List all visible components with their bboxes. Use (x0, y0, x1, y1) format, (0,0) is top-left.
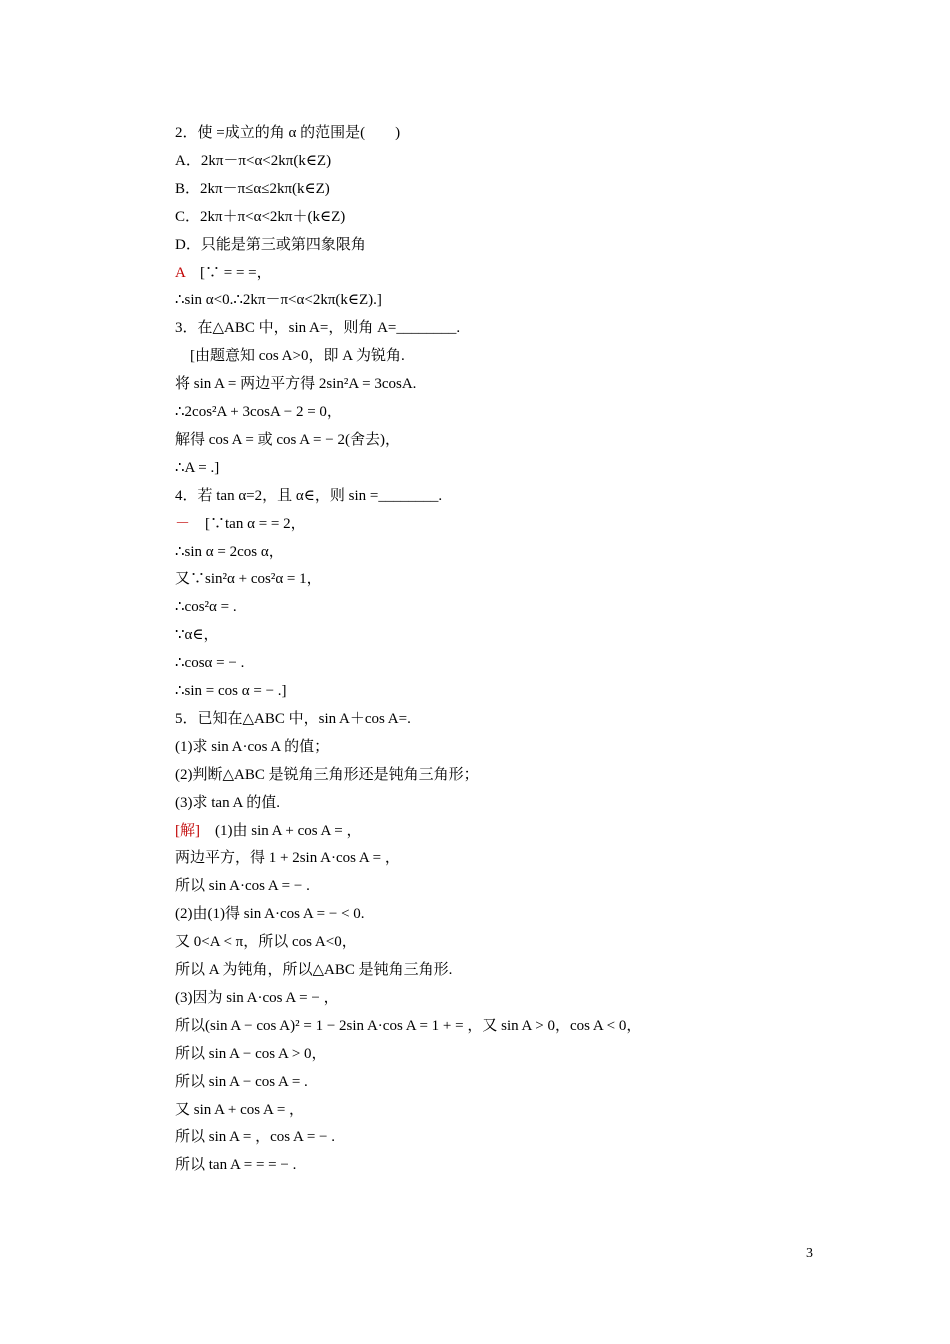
line-text: 两边平方，得 1 + 2sin A·cos A = ， (175, 850, 400, 867)
line-text: 5．已知在△ABC 中，sin A＋cos A=. (175, 710, 411, 727)
text-line (175, 959, 452, 981)
line-text: ∴sin = cos α = − .] (175, 683, 287, 699)
answer-marker: － (175, 515, 191, 532)
line-text: 解得 cos A = 或 cos A = − 2(舍去)， (175, 431, 400, 448)
text-line (175, 122, 400, 144)
line-text: 又∵sin²α + cos²α = 1， (175, 571, 322, 588)
text-line (175, 987, 339, 1009)
line-text: ∴cosα = − . (175, 655, 245, 672)
line-text: [∵ = = =， (185, 264, 272, 281)
line-text: (3)因为 sin A·cos A = − ， (175, 989, 339, 1006)
line-text: (2)判断△ABC 是锐角三角形还是钝角三角形； (175, 766, 479, 783)
text-line (175, 1043, 327, 1065)
text-line (175, 764, 479, 786)
text-line (175, 150, 331, 172)
line-text: 所以(sin A − cos A)² = 1 − 2sin A·cos A = 1 + = ，又 sin A > 0，cos A < 0， (175, 1017, 642, 1034)
text-line (175, 820, 362, 842)
text-line (175, 178, 330, 200)
line-text: A．2kπ－π<α<2kπ(k∈Z) (175, 152, 332, 169)
line-text: (1)求 sin A·cos A 的值； (175, 738, 330, 755)
line-text: C．2kπ＋π<α<2kπ＋(k∈Z) (175, 208, 346, 225)
text-line (175, 401, 342, 423)
text-line (175, 234, 366, 256)
text-line (175, 680, 287, 702)
text-line (175, 792, 280, 814)
line-text: ∴sin α<0.∴2kπ－π<α<2kπ(k∈Z).] (175, 292, 382, 309)
text-line (175, 317, 460, 339)
text-line (175, 1126, 335, 1148)
line-text: 所以 sin A·cos A = − . (175, 878, 310, 895)
line-text: 所以 sin A = ，cos A = − . (175, 1129, 335, 1146)
line-text: 所以 sin A − cos A = . (175, 1073, 308, 1090)
line-text: B．2kπ－π≤α≤2kπ(k∈Z) (175, 180, 330, 197)
line-text: 2．使 =成立的角 α 的范围是( ) (175, 125, 401, 141)
text-line (175, 847, 400, 869)
text-line (175, 624, 219, 646)
text-line (175, 1015, 641, 1037)
line-text: ∴cos²α = . (175, 599, 237, 616)
text-line (175, 429, 400, 451)
text-line (175, 541, 284, 563)
line-text: 所以 tan A = = = − . (175, 1157, 297, 1174)
text-line (175, 903, 365, 925)
text-line (175, 1071, 308, 1093)
text-line (175, 373, 416, 395)
text-line (175, 457, 219, 479)
line-text: 所以 A 为钝角，所以△ABC 是钝角三角形. (175, 962, 453, 978)
text-line (175, 736, 329, 758)
text-line (175, 485, 442, 507)
line-text: 3．在△ABC 中，sin A=，则角 A=________. (175, 320, 461, 337)
line-text: (2)由(1)得 sin A·cos A = − < 0. (175, 906, 365, 923)
line-text: [∵tan α = = 2， (190, 515, 306, 532)
text-line (175, 345, 405, 367)
text-line (175, 596, 237, 618)
line-text: [由题意知 cos A>0，即 A 为锐角. (175, 348, 405, 365)
text-line (175, 708, 411, 730)
line-text: ∵α∈， (175, 627, 219, 644)
line-text: ∴sin α = 2cos α， (175, 543, 284, 560)
text-line (175, 262, 272, 284)
line-text: 又 sin A + cos A = ， (175, 1101, 305, 1118)
text-line (175, 875, 310, 897)
text-line (175, 931, 357, 953)
line-text: 4．若 tan α=2，且 α∈，则 sin =________. (175, 487, 443, 504)
answer-marker: [解] (175, 822, 200, 839)
text-line (175, 206, 345, 228)
text-line (175, 652, 244, 674)
text-line (175, 1099, 304, 1121)
text-line (175, 289, 382, 311)
text-line (175, 568, 322, 590)
line-text: D．只能是第三或第四象限角 (175, 236, 366, 253)
line-text: (1)由 sin A + cos A = ， (200, 822, 362, 839)
answer-marker: A (175, 264, 186, 281)
page-number: 3 (806, 1246, 813, 1261)
line-text: (3)求 tan A 的值. (175, 794, 280, 811)
text-line (175, 513, 306, 535)
line-text: 所以 sin A − cos A > 0， (175, 1045, 327, 1062)
line-text: ∴2cos²A + 3cosA − 2 = 0， (175, 404, 342, 420)
line-text: 将 sin A = 两边平方得 2sin²A = 3cosA. (175, 376, 417, 393)
text-line (175, 1154, 296, 1176)
line-text: 又 0<A < π，所以 cos A<0， (175, 934, 357, 951)
line-text: ∴A = .] (175, 459, 220, 476)
